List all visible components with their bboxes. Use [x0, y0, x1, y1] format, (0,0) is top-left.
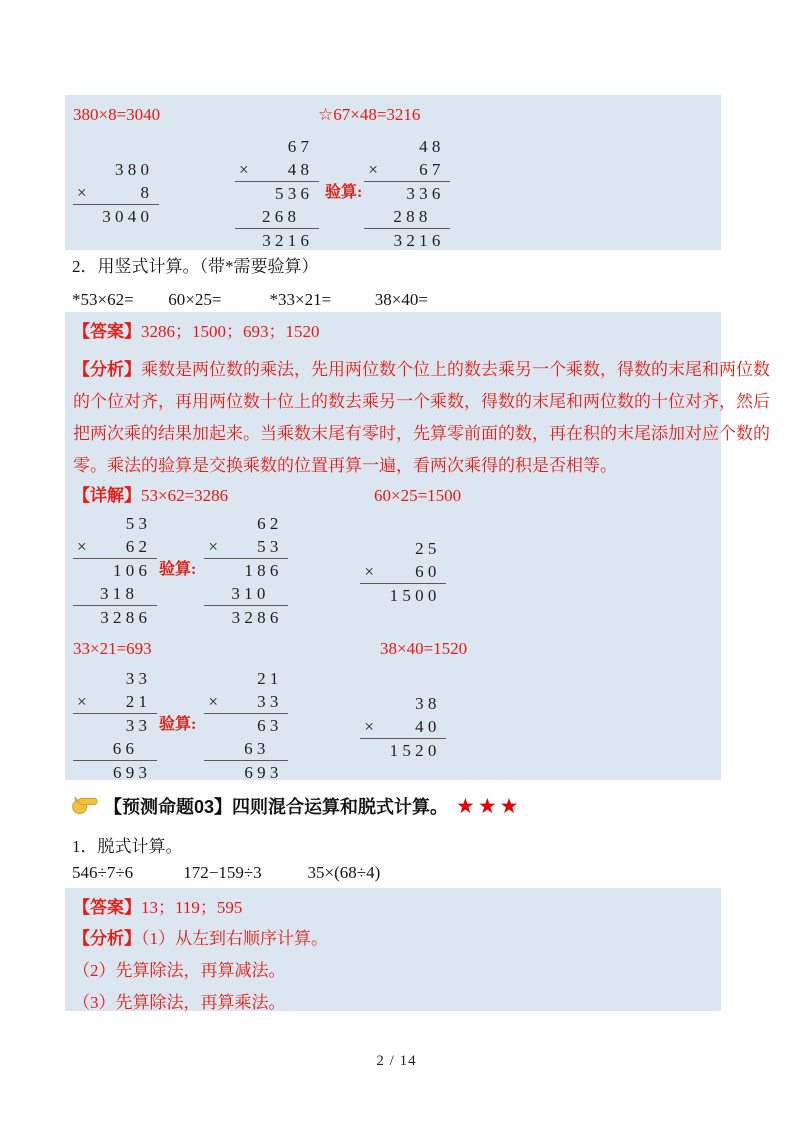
analysis-paragraph: [73, 923, 713, 1019]
multiply-sign: ×: [364, 717, 374, 736]
question-2-equations: [72, 289, 428, 311]
operand-digits: 5 3: [257, 537, 279, 556]
vcalc-row: 3 2 8 6: [231, 608, 279, 627]
vertical-calc-38x40: [360, 692, 446, 762]
multiply-sign: ×: [77, 537, 87, 556]
equation-blank-60x25: 60×25=: [168, 290, 222, 309]
vcalc-row: 6 3: [257, 716, 279, 735]
detail-eq-60x25: 60×25=1500: [374, 486, 462, 505]
answer-box-multiplication-top: [65, 95, 721, 250]
vcalc-row: 1 0 6: [113, 561, 147, 580]
vcalc-row: 6 3: [204, 737, 288, 761]
multiply-sign: ×: [364, 562, 374, 581]
vcalc-row: 3 8: [415, 694, 437, 713]
vertical-calculations-row: [73, 135, 713, 252]
vcalc-row: 3 2 8 6: [100, 608, 147, 627]
section-title: 【预测命题03】四则混合运算和脱式计算。: [104, 797, 449, 817]
operand-digits: 3 3: [257, 692, 279, 711]
analysis-line: 零。乘法的验算是交换乘数的位置再算一遍，看两次乘得的积是否相等。: [73, 456, 617, 475]
answer-label: 【答案】: [73, 322, 141, 341]
detail-equation-row-2: [73, 639, 713, 659]
vertical-calculations-row: [73, 512, 713, 629]
detail-eq-38x40: 38×40=1520: [380, 639, 468, 658]
detail-left: [73, 486, 374, 506]
vcalc-row: 2 6 8: [235, 205, 319, 229]
multiply-sign: ×: [239, 160, 249, 179]
vcalc-row: 1 5 2 0: [389, 741, 437, 760]
vertical-calc-25x60: [360, 537, 446, 607]
vcalc-operator-row: [204, 690, 288, 714]
operand-digits: 6 7: [419, 160, 441, 179]
vcalc-operator-row: [235, 158, 319, 182]
analysis-line: （2）先算除法，再算减法。: [73, 961, 286, 980]
vcalc-row: 6 9 3: [113, 763, 147, 782]
vcalc-row: 2 5: [415, 539, 437, 558]
equation-blank-38x40: 38×40=: [374, 290, 428, 309]
multiply-sign: ×: [208, 692, 218, 711]
detail-eq-53x62: 53×62=3286: [141, 486, 229, 505]
vcalc-row: 2 1: [257, 669, 279, 688]
vcalc-row: 3 3: [125, 669, 147, 688]
answer-values: 13；119；595: [141, 898, 243, 917]
vcalc-row: 3 2 1 6: [262, 231, 309, 250]
answer-row: [73, 322, 713, 342]
answer-box-question-2: [65, 312, 770, 782]
analysis-label: 【分析】: [73, 360, 141, 379]
vertical-calc-67x48: [235, 135, 319, 252]
vcalc-row: 3 2 1 6: [393, 231, 441, 250]
question-1-label: 1．脱式计算。: [72, 837, 183, 856]
vcalc-row: 4 8: [419, 137, 441, 156]
analysis-paragraph: [73, 354, 770, 482]
vcalc-operator-row: [204, 535, 288, 559]
vcalc-row: 6 7: [287, 137, 309, 156]
vcalc-row: 3 0 4 0: [102, 207, 149, 226]
analysis-text: 乘数是两位数的乘法，先用两位数个位上的数去乘另一个乘数，得数的末尾和两位数: [141, 360, 770, 379]
multiply-sign: ×: [77, 183, 87, 202]
multiply-sign: ×: [368, 160, 378, 179]
check-label: 验算:: [325, 184, 363, 201]
vcalc-row: 3 3: [125, 716, 147, 735]
vcalc-row: 3 1 0: [204, 582, 288, 606]
vertical-calc-48x67-check: [364, 135, 450, 252]
vertical-calc-380x8: [73, 158, 159, 228]
question-1-expressions: [72, 862, 380, 884]
operand-digits: 6 2: [125, 537, 147, 556]
vcalc-row: 1 5 0 0: [389, 586, 437, 605]
analysis-line: 把两次乘的结果加起来。当乘数末尾有零时，先算零前面的数，再在积的末尾添加对应个数的: [73, 424, 770, 443]
detail-equation-row: [73, 486, 713, 506]
vcalc-operator-row: [73, 181, 159, 205]
vcalc-row: 2 8 8: [364, 205, 450, 229]
vcalc-row: 1 8 6: [244, 561, 279, 580]
vertical-calc-33x21: [73, 667, 157, 784]
vcalc-row: 5 3: [125, 514, 147, 533]
vcalc-row: 3 3 6: [406, 184, 441, 203]
vertical-calc-53x62: [73, 512, 157, 629]
analysis-label: 【分析】: [73, 929, 141, 948]
vertical-calc-62x53-check: [204, 512, 288, 629]
detail-label: 【详解】: [73, 486, 141, 505]
section-heading: [70, 791, 522, 821]
vcalc-row: 6 6: [73, 737, 157, 761]
vcalc-operator-row: [360, 715, 446, 739]
check-label: 验算:: [159, 716, 197, 733]
pointing-finger-icon: [70, 793, 98, 820]
operand-digits: 6 0: [415, 562, 437, 581]
vcalc-operator-row: [364, 158, 450, 182]
page-number: 2 / 14: [376, 1053, 417, 1069]
operand-digits: 4 0: [415, 717, 437, 736]
expression-172: 172−159÷3: [183, 863, 262, 882]
multiply-sign: ×: [77, 692, 87, 711]
equation-67x48-starred: ☆67×48=3216: [318, 105, 421, 124]
vcalc-operator-row: [73, 690, 157, 714]
analysis-line: （3）先算除法，再算乘法。: [73, 993, 286, 1012]
vcalc-row: 6 9 3: [244, 763, 279, 782]
answer-label: 【答案】: [73, 898, 141, 917]
vcalc-operator-row: [360, 560, 446, 584]
analysis-line: [73, 923, 713, 955]
question-2-label: 2．用竖式计算。（带*需要验算）: [72, 257, 319, 276]
answer-values: 3286；1500；693；1520: [141, 322, 320, 341]
equation-380x8: 380×8=3040: [73, 105, 161, 124]
vcalc-row: 3 1 8: [73, 582, 157, 606]
multiply-sign: ×: [208, 537, 218, 556]
answer-row: [73, 898, 713, 918]
operand-digits: 4 8: [287, 160, 309, 179]
analysis-line: 的个位对齐，再用两位数十位上的数去乘另一个乘数，得数的末尾和两位数的十位对齐，然后: [73, 392, 770, 411]
answer-box-question-1: [65, 888, 721, 1011]
vcalc-row: 5 3 6: [275, 184, 309, 203]
answer-equation-row: [73, 105, 713, 125]
equation-blank-53x62: *53×62=: [72, 290, 134, 309]
equation-blank-33x21: *33×21=: [269, 290, 332, 309]
expression-546: 546÷7÷6: [72, 863, 134, 882]
vcalc-row: 3 8 0: [115, 160, 149, 179]
analysis-text: （1）从左到右顺序计算。: [141, 929, 328, 948]
vertical-calculations-row: [73, 667, 713, 784]
operand-digits: 8: [140, 183, 149, 202]
vcalc-row: 6 2: [257, 514, 279, 533]
vcalc-operator-row: [73, 535, 157, 559]
check-label: 验算:: [159, 561, 197, 578]
vertical-calc-21x33-check: [204, 667, 288, 784]
detail-eq-33x21: 33×21=693: [73, 639, 152, 658]
expression-35: 35×(68÷4): [307, 863, 381, 882]
operand-digits: 2 1: [125, 692, 147, 711]
analysis-line: [73, 354, 770, 386]
three-stars-icon: ★★★: [456, 794, 522, 818]
